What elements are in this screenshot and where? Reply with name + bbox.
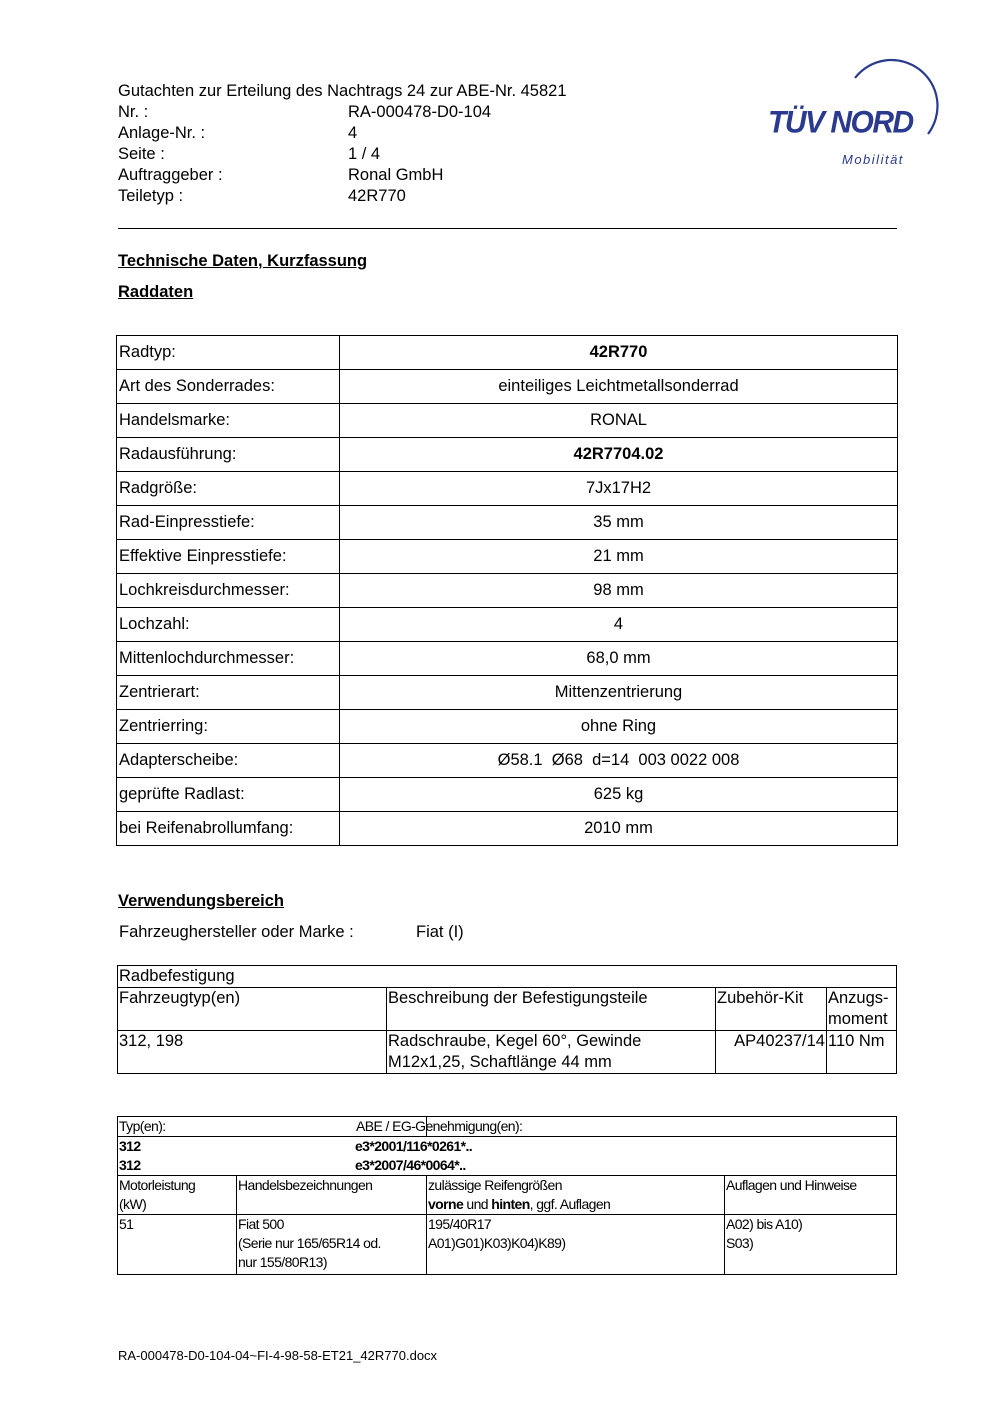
row-value: 42R7704.02 — [340, 438, 898, 472]
header-title: Gutachten zur Erteilung des Nachtrags 24 zur ABE-Nr. 45821 — [118, 82, 567, 100]
cell-line: S03) — [726, 1235, 754, 1251]
column-header: Beschreibung der Befestigungsteile — [387, 988, 716, 1031]
field-label: Nr. : — [118, 103, 149, 121]
row-label: Zentrierart: — [117, 676, 340, 710]
field-label: Seite : — [118, 145, 165, 163]
table-row — [117, 540, 898, 574]
header-bold: vorne — [428, 1196, 464, 1212]
row-label: Handelsmarke: — [117, 404, 340, 438]
description-line: M12x1,25, Schaftlänge 44 mm — [388, 1053, 612, 1071]
header-line: zulässige Reifengrößen — [428, 1177, 562, 1193]
type-label: Typ(en): — [118, 1117, 427, 1137]
table-row — [117, 438, 898, 472]
table-row — [117, 336, 898, 370]
header-field-teiletyp — [118, 186, 567, 207]
approval-row — [119, 1156, 895, 1175]
approval-number: e3*2007/46*0064*.. — [355, 1157, 466, 1173]
header-divider — [118, 228, 897, 229]
table-row — [117, 642, 898, 676]
abe-label: ABE / EG-Genehmigung(en): — [356, 1118, 523, 1134]
header-field-anlage — [118, 123, 567, 144]
table-row — [118, 1137, 897, 1176]
column-header: Fahrzeugtyp(en) — [118, 988, 387, 1031]
row-label: Effektive Einpresstiefe: — [117, 540, 340, 574]
cell-types: 312, 198 — [118, 1031, 387, 1074]
cell-kit: AP40237/14 — [716, 1031, 827, 1074]
cell-description — [387, 1031, 716, 1074]
cell-line: (Serie nur 165/65R14 od. — [238, 1235, 381, 1251]
field-label: Auftraggeber : — [118, 166, 223, 184]
row-value: RONAL — [340, 404, 898, 438]
header-line: (kW) — [119, 1196, 147, 1212]
description-line: Radschraube, Kegel 60°, Gewinde — [388, 1032, 642, 1050]
manufacturer-value: Fiat (I) — [416, 923, 464, 941]
column-header: Anzugs-moment — [827, 988, 897, 1031]
field-label: Anlage-Nr. : — [118, 124, 206, 142]
cell-line: 195/40R17 — [428, 1216, 492, 1232]
table-row — [117, 778, 898, 812]
row-value: 42R770 — [340, 336, 898, 370]
row-value: 2010 mm — [340, 812, 898, 846]
table-row — [118, 966, 897, 988]
table-row — [117, 472, 898, 506]
header-text: und — [463, 1196, 492, 1212]
header-field-auftraggeber — [118, 165, 567, 186]
header-bold: hinten — [491, 1196, 530, 1212]
row-value: 21 mm — [340, 540, 898, 574]
column-header: Zubehör-Kit — [716, 988, 827, 1031]
header-line: Motorleistung — [119, 1177, 196, 1193]
logo-word: TÜV NORD — [768, 105, 913, 140]
row-label: Rad-Einpresstiefe: — [117, 506, 340, 540]
table-row — [117, 744, 898, 778]
row-label: Adapterscheibe: — [117, 744, 340, 778]
header-text: , ggf. Auflagen — [529, 1196, 611, 1212]
table-row — [117, 608, 898, 642]
approval-row — [119, 1137, 895, 1156]
wheel-data-table — [116, 335, 898, 846]
table-header-row — [118, 1176, 897, 1215]
cell-line: A02) bis A10) — [726, 1216, 803, 1232]
row-label: Lochzahl: — [117, 608, 340, 642]
table-row — [117, 710, 898, 744]
approval-rows-cell — [118, 1137, 897, 1176]
row-value: 98 mm — [340, 574, 898, 608]
cell-power: 51 — [118, 1215, 237, 1275]
table-row — [117, 506, 898, 540]
cell-tyres — [427, 1215, 725, 1275]
table-row — [118, 1215, 897, 1275]
column-header-trade: Handelsbezeichnungen — [237, 1176, 427, 1215]
approval-table — [117, 1116, 897, 1275]
section-subtitle: Raddaten — [118, 283, 194, 301]
document-header — [118, 81, 567, 207]
cell-notes — [725, 1215, 897, 1275]
approval-number: e3*2001/116*0261*.. — [355, 1138, 473, 1154]
cell-line: Fiat 500 — [238, 1216, 284, 1232]
field-label: Teiletyp : — [118, 187, 184, 205]
row-label: Art des Sonderrades: — [117, 370, 340, 404]
section-title: Technische Daten, Kurzfassung — [118, 252, 368, 270]
field-value: 1 / 4 — [348, 145, 381, 163]
cell-line: A01)G01)K03)K04)K89) — [428, 1235, 566, 1251]
logo-subtitle: Mobilität — [842, 152, 904, 167]
row-value: 625 kg — [340, 778, 898, 812]
table-row — [117, 404, 898, 438]
header-line — [428, 1195, 723, 1214]
table-row — [117, 676, 898, 710]
mounting-table — [117, 965, 897, 1074]
table-row — [117, 370, 898, 404]
row-label: geprüfte Radlast: — [117, 778, 340, 812]
row-value: einteiliges Leichtmetallsonderrad — [340, 370, 898, 404]
field-value: 42R770 — [348, 187, 406, 205]
row-value: Ø58.1 Ø68 d=14 003 0022 008 — [340, 744, 898, 778]
row-value: ohne Ring — [340, 710, 898, 744]
table-row — [117, 812, 898, 846]
section-title-usage: Verwendungsbereich — [118, 892, 284, 910]
field-value: Ronal GmbH — [348, 166, 444, 184]
row-label: Radgröße: — [117, 472, 340, 506]
row-value: Mittenzentrierung — [340, 676, 898, 710]
field-value: RA-000478-D0-104 — [348, 103, 492, 121]
row-label: Mittenlochdurchmesser: — [117, 642, 340, 676]
manufacturer-line — [119, 923, 464, 942]
field-value: 4 — [348, 124, 358, 142]
column-header-tyres — [427, 1176, 725, 1215]
abe-label-cell — [356, 1117, 897, 1137]
approval-type: 312 — [119, 1157, 141, 1173]
row-value: 7Jx17H2 — [340, 472, 898, 506]
row-label: Lochkreisdurchmesser: — [117, 574, 340, 608]
row-value: 35 mm — [340, 506, 898, 540]
tuv-nord-logo — [760, 56, 950, 176]
table-row — [118, 1117, 897, 1137]
header-field-nr — [118, 102, 567, 123]
approval-type: 312 — [119, 1138, 141, 1154]
row-value: 68,0 mm — [340, 642, 898, 676]
cell-line: nur 155/80R13) — [238, 1254, 327, 1270]
row-label: Radausführung: — [117, 438, 340, 472]
footer-filename: RA-000478-D0-104-04~FI-4-98-58-ET21_42R770.docx — [118, 1348, 438, 1363]
row-label: Radtyp: — [117, 336, 340, 370]
row-label: bei Reifenabrollumfang: — [117, 812, 340, 846]
table-row — [117, 574, 898, 608]
cell-torque: 110 Nm — [827, 1031, 897, 1074]
manufacturer-label: Fahrzeughersteller oder Marke : — [119, 923, 354, 941]
table-row — [118, 1031, 897, 1074]
column-header-notes: Auflagen und Hinweise — [725, 1176, 897, 1215]
column-header-power — [118, 1176, 237, 1215]
header-field-seite — [118, 144, 567, 165]
row-label: Zentrierring: — [117, 710, 340, 744]
mounting-title: Radbefestigung — [118, 966, 897, 988]
cell-trade — [237, 1215, 427, 1275]
row-value: 4 — [340, 608, 898, 642]
table-header-row — [118, 988, 897, 1031]
